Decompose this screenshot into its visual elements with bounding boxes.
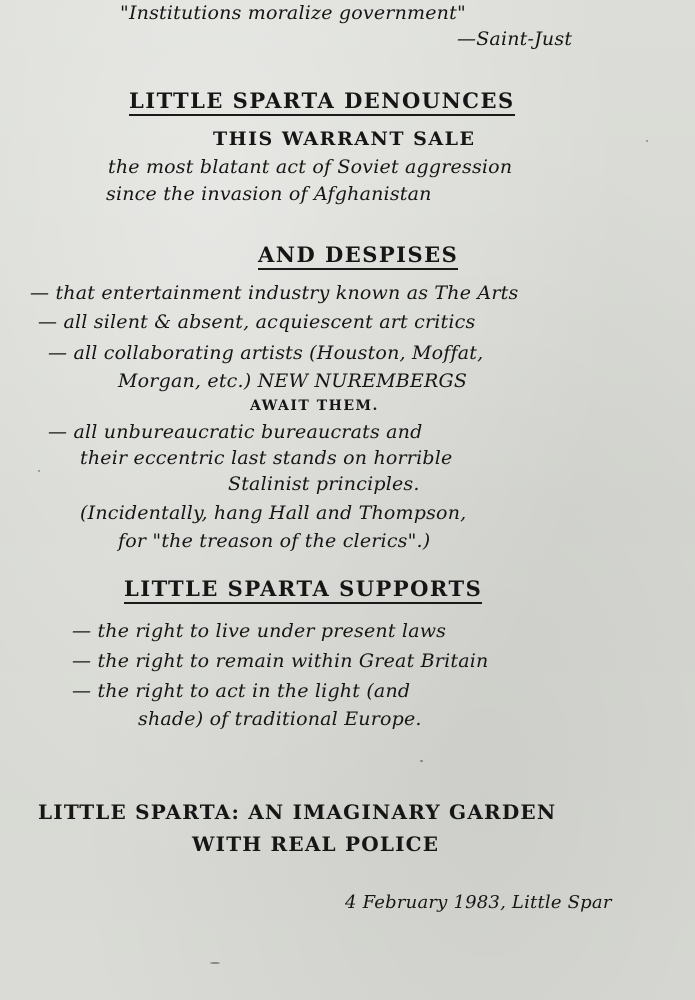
tagline-line-2: WITH REAL POLICE <box>192 832 440 856</box>
supports-heading: LITTLE SPARTA SUPPORTS <box>124 576 482 604</box>
warrant-sale-line: THIS WARRANT SALE <box>213 128 476 150</box>
despises-line: — all collaborating artists (Houston, Moffat, <box>48 342 484 364</box>
despises-line: Stalinist principles. <box>228 473 420 495</box>
despises-line: Morgan, etc.) NEW NUREMBERGS <box>118 370 468 392</box>
supports-line: — the right to remain within Great Britain <box>72 650 489 672</box>
tagline-line-1: LITTLE SPARTA: AN IMAGINARY GARDEN <box>38 800 557 824</box>
supports-line: — the right to act in the light (and <box>72 680 411 702</box>
epigraph-author: —Saint-Just <box>457 28 573 50</box>
epigraph-quote: "Institutions moralize government" <box>120 2 466 24</box>
denounces-line: since the invasion of Afghanistan <box>106 183 432 205</box>
despises-heading: AND DESPISES <box>258 242 458 270</box>
denounces-heading: LITTLE SPARTA DENOUNCES <box>129 88 515 116</box>
denounces-line: the most blatant act of Soviet aggression <box>108 156 513 178</box>
despises-line: — all silent & absent, acquiescent art critics <box>38 311 476 333</box>
despises-line: — all unbureaucratic bureaucrats and <box>48 421 423 443</box>
despises-line: their eccentric last stands on horrible <box>80 447 453 469</box>
supports-line: — the right to live under present laws <box>72 620 447 642</box>
despises-line: AWAIT THEM. <box>250 398 379 414</box>
despises-line: — that entertainment industry known as The Arts <box>30 282 519 304</box>
despises-line: (Incidentally, hang Hall and Thompson, <box>80 502 467 524</box>
despises-line: for "the treason of the clerics".) <box>118 530 431 552</box>
dateline: 4 February 1983, Little Spar <box>345 892 612 913</box>
supports-line: shade) of traditional Europe. <box>138 708 422 730</box>
